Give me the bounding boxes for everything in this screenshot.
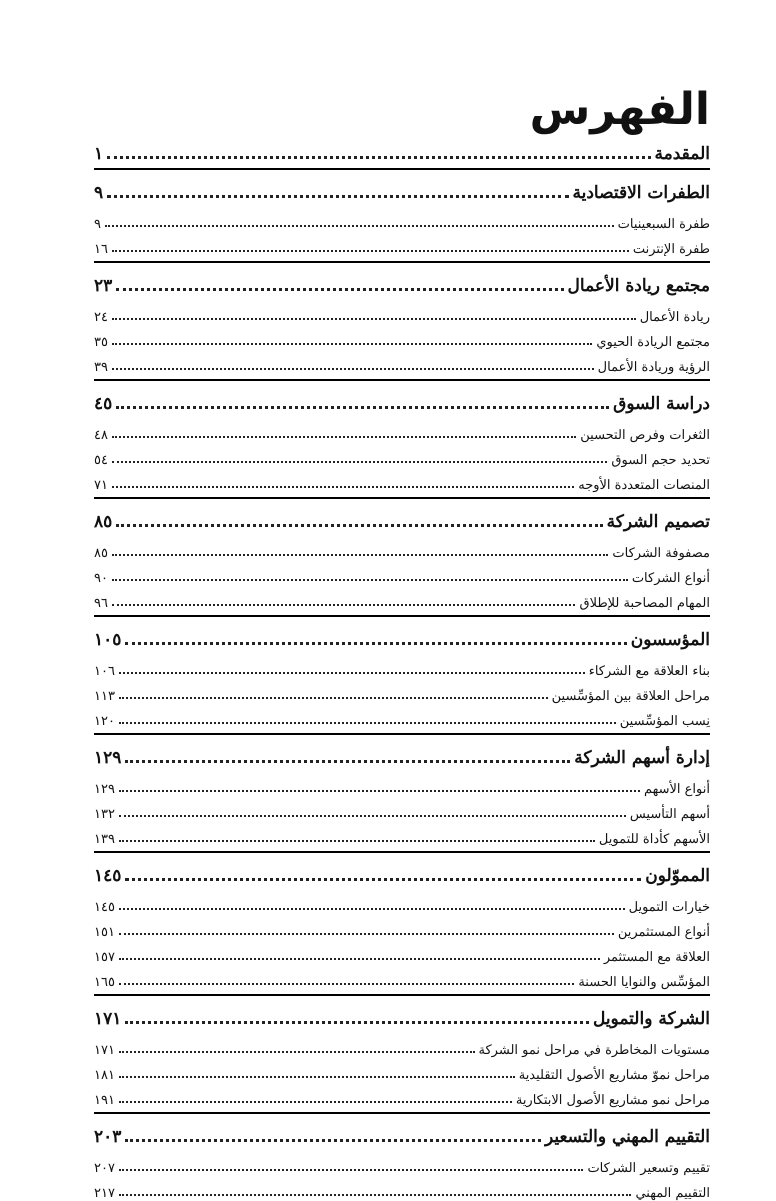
section-entry[interactable]	[94, 443, 710, 468]
dot-leader	[112, 250, 629, 252]
dot-leader	[119, 1194, 632, 1196]
section-title: التقييم المهني	[635, 1186, 710, 1201]
dot-leader	[112, 579, 628, 581]
chapter-title: المموّلون	[645, 866, 710, 886]
dot-leader	[112, 343, 592, 345]
section-page-number: ١٣٩	[94, 832, 115, 847]
section-entry[interactable]	[94, 350, 710, 375]
chapter-divider	[94, 994, 710, 996]
section-title: خيارات التمويل	[628, 900, 710, 915]
section-title: طفرة السبعينيات	[617, 217, 710, 232]
section-page-number: ١١٣	[94, 689, 115, 704]
section-page-number: ١٥١	[94, 925, 115, 940]
chapter-title: تصميم الشركة	[606, 512, 710, 532]
section-page-number: ٤٨	[94, 428, 108, 443]
section-title: أنواع المستثمرين	[617, 925, 710, 940]
dot-leader	[119, 815, 626, 817]
section-page-number: ١٧١	[94, 1043, 115, 1058]
dot-leader	[125, 1021, 589, 1024]
section-title: مراحل العلاقة بين المؤسِّسين	[551, 689, 710, 704]
section-entry[interactable]	[94, 1151, 710, 1176]
dot-leader	[119, 1101, 512, 1103]
toc-chapter	[94, 1112, 710, 1201]
table-of-contents	[94, 85, 710, 1201]
chapter-title: المقدمة	[654, 144, 710, 164]
section-title: مراحل نموّ مشاريع الأصول التقليدية	[518, 1068, 710, 1083]
chapter-title: المؤسسون	[630, 630, 710, 650]
section-page-number: ٩	[94, 217, 101, 232]
section-entry[interactable]	[94, 915, 710, 940]
section-entry[interactable]	[94, 679, 710, 704]
chapter-page-number: ١٠٥	[94, 630, 122, 650]
section-page-number: ٣٥	[94, 335, 108, 350]
section-entry[interactable]	[94, 207, 710, 232]
section-page-number: ٨٥	[94, 546, 108, 561]
toc-chapter	[94, 136, 710, 164]
chapter-page-number: ١٤٥	[94, 866, 122, 886]
section-page-number: ٢٤	[94, 310, 108, 325]
section-page-number: ١٣٢	[94, 807, 115, 822]
chapter-page-number: ١٧١	[94, 1009, 122, 1029]
section-title: الثغرات وفرص التحسين	[580, 428, 710, 443]
chapter-entry[interactable]	[94, 740, 710, 768]
chapter-entry[interactable]	[94, 622, 710, 650]
chapter-divider	[94, 733, 710, 735]
dot-leader	[125, 760, 570, 763]
chapter-title: دراسة السوق	[613, 394, 710, 414]
section-title: مراحل نمو مشاريع الأصول الابتكارية	[515, 1093, 710, 1108]
chapter-divider	[94, 379, 710, 381]
section-page-number: ٢٠٧	[94, 1161, 115, 1176]
dot-leader	[125, 642, 626, 645]
chapter-entry[interactable]	[94, 1119, 710, 1147]
section-title: الأسهم كأداة للتمويل	[598, 832, 710, 847]
section-entry[interactable]	[94, 1083, 710, 1108]
toc-list	[94, 136, 710, 1201]
dot-leader	[119, 983, 574, 985]
dot-leader	[116, 524, 602, 527]
toc-chapter	[94, 379, 710, 493]
section-page-number: ٩٦	[94, 596, 108, 611]
dot-leader	[112, 486, 574, 488]
dot-leader	[119, 790, 640, 792]
section-title: الرؤية وريادة الأعمال	[597, 360, 710, 375]
section-entry[interactable]	[94, 797, 710, 822]
dot-leader	[112, 318, 636, 320]
section-title: تقييم وتسعير الشركات	[587, 1161, 710, 1176]
dot-leader	[112, 604, 576, 606]
section-page-number: ١٠٦	[94, 664, 115, 679]
section-entry[interactable]	[94, 890, 710, 915]
toc-chapter	[94, 497, 710, 611]
dot-leader	[107, 195, 568, 198]
dot-leader	[105, 225, 614, 227]
chapter-entry[interactable]	[94, 1001, 710, 1029]
dot-leader	[125, 1139, 541, 1142]
chapter-entry[interactable]	[94, 386, 710, 414]
section-title: مستويات المخاطرة في مراحل نمو الشركة	[478, 1043, 710, 1058]
chapter-entry[interactable]	[94, 175, 710, 203]
chapter-entry[interactable]	[94, 504, 710, 532]
page-title: الفهرس	[529, 84, 710, 135]
section-page-number: ٥٤	[94, 453, 108, 468]
dot-leader	[112, 554, 608, 556]
section-page-number: ١٢٠	[94, 714, 115, 729]
section-title: تحديد حجم السوق	[611, 453, 710, 468]
section-entry[interactable]	[94, 1058, 710, 1083]
section-page-number: ١٥٧	[94, 950, 115, 965]
section-entry[interactable]	[94, 300, 710, 325]
section-page-number: ٣٩	[94, 360, 108, 375]
section-title: ريادة الأعمال	[639, 310, 710, 325]
toc-chapter	[94, 851, 710, 990]
chapter-page-number: ٤٥	[94, 394, 113, 414]
dot-leader	[119, 672, 585, 674]
section-entry[interactable]	[94, 822, 710, 847]
section-title: أسهم التأسيس	[629, 807, 710, 822]
section-page-number: ١٨١	[94, 1068, 115, 1083]
section-page-number: ١٦٥	[94, 975, 115, 990]
chapter-title: الطفرات الاقتصادية	[572, 183, 710, 203]
section-title: المهام المصاحبة للإطلاق	[579, 596, 710, 611]
section-entry[interactable]	[94, 1176, 710, 1201]
dot-leader	[119, 933, 614, 935]
section-entry[interactable]	[94, 536, 710, 561]
toc-chapter	[94, 261, 710, 375]
chapter-divider	[94, 615, 710, 617]
chapter-divider	[94, 497, 710, 499]
section-entry[interactable]	[94, 1033, 710, 1058]
section-title: العلاقة مع المستثمر	[603, 950, 710, 965]
dot-leader	[119, 1051, 475, 1053]
chapter-title: الشركة والتمويل	[592, 1009, 710, 1029]
chapter-page-number: ٩	[94, 183, 104, 203]
section-entry[interactable]	[94, 561, 710, 586]
section-entry[interactable]	[94, 468, 710, 493]
section-entry[interactable]	[94, 704, 710, 729]
dot-leader	[116, 406, 609, 409]
toc-chapter	[94, 615, 710, 729]
section-title: أنواع الشركات	[631, 571, 710, 586]
dot-leader	[107, 156, 650, 159]
section-entry[interactable]	[94, 772, 710, 797]
chapter-entry[interactable]	[94, 136, 710, 164]
section-page-number: ٧١	[94, 478, 108, 493]
chapter-page-number: ١٢٩	[94, 748, 122, 768]
chapter-page-number: ٢٠٣	[94, 1127, 122, 1147]
chapter-page-number: ٢٣	[94, 276, 113, 296]
section-title: مجتمع الريادة الحيوي	[596, 335, 710, 350]
dot-leader	[119, 1169, 583, 1171]
section-page-number: ١٦	[94, 242, 108, 257]
section-title: المنصات المتعددة الأوجه	[578, 478, 710, 493]
toc-chapter	[94, 733, 710, 847]
section-entry[interactable]	[94, 965, 710, 990]
chapter-divider	[94, 851, 710, 853]
dot-leader	[125, 878, 641, 881]
section-page-number: ١٩١	[94, 1093, 115, 1108]
section-entry[interactable]	[94, 418, 710, 443]
dot-leader	[112, 368, 594, 370]
section-entry[interactable]	[94, 586, 710, 611]
section-entry[interactable]	[94, 232, 710, 257]
dot-leader	[119, 697, 548, 699]
section-entry[interactable]	[94, 940, 710, 965]
chapter-title: إدارة أسهم الشركة	[574, 748, 710, 768]
section-entry[interactable]	[94, 654, 710, 679]
section-page-number: ١٢٩	[94, 782, 115, 797]
chapter-divider	[94, 261, 710, 263]
section-title: طفرة الإنترنت	[632, 242, 710, 257]
section-page-number: ٩٠	[94, 571, 108, 586]
section-title: المؤسِّس والنوايا الحسنة	[578, 975, 710, 990]
dot-leader	[112, 461, 607, 463]
section-title: بناء العلاقة مع الشركاء	[588, 664, 710, 679]
section-title: نِسب المؤسِّسين	[619, 714, 710, 729]
toc-chapter	[94, 168, 710, 257]
dot-leader	[119, 908, 625, 910]
chapter-title: التقييم المهني والتسعير	[544, 1127, 710, 1147]
toc-chapter	[94, 994, 710, 1108]
chapter-divider	[94, 1112, 710, 1114]
chapter-page-number: ١	[94, 144, 104, 164]
dot-leader	[116, 288, 563, 291]
dot-leader	[112, 436, 576, 438]
section-page-number: ٢١٧	[94, 1186, 115, 1201]
section-title: أنواع الأسهم	[643, 782, 710, 797]
chapter-title: مجتمع ريادة الأعمال	[567, 276, 710, 296]
dot-leader	[119, 722, 616, 724]
chapter-entry[interactable]	[94, 858, 710, 886]
section-title: مصفوفة الشركات	[612, 546, 710, 561]
chapter-page-number: ٨٥	[94, 512, 113, 532]
dot-leader	[119, 840, 595, 842]
chapter-divider	[94, 168, 710, 170]
section-page-number: ١٤٥	[94, 900, 115, 915]
dot-leader	[119, 1076, 515, 1078]
section-entry[interactable]	[94, 325, 710, 350]
dot-leader	[119, 958, 600, 960]
chapter-entry[interactable]	[94, 268, 710, 296]
